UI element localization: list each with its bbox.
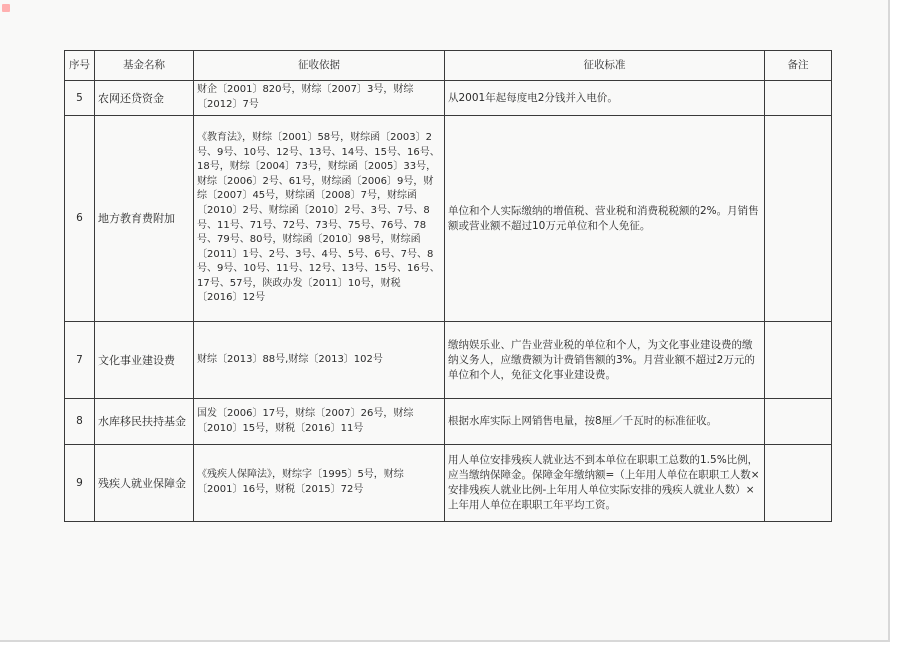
collection-basis: 财企〔2001〕820号，财综〔2007〕3号，财综〔2012〕7号 xyxy=(194,81,445,116)
collection-standard: 缴纳娱乐业、广告业营业税的单位和个人，为文化事业建设费的缴纳义务人，应缴费额为计费销售额的3%。月营业额不超过2万元的单位和个人，免征文化事业建设费。 xyxy=(445,322,765,399)
row-no: 6 xyxy=(65,116,95,322)
row-no: 5 xyxy=(65,81,95,116)
header-remark: 备注 xyxy=(765,51,832,81)
header-collection-standard: 征收标准 xyxy=(445,51,765,81)
collection-basis: 财综〔2013〕88号,财综〔2013〕102号 xyxy=(194,322,445,399)
collection-standard: 从2001年起每度电2分钱并入电价。 xyxy=(445,81,765,116)
header-collection-basis: 征收依据 xyxy=(194,51,445,81)
scan-registration-mark xyxy=(2,4,10,12)
remark xyxy=(765,116,832,322)
remark xyxy=(765,445,832,522)
fund-name: 残疾人就业保障金 xyxy=(95,445,194,522)
collection-basis: 《教育法》，财综〔2001〕58号，财综函〔2003〕2号、9号、10号、12号、13号、14号、15号、16号、18号，财综〔2004〕73号，财综函〔2005〕33号，财综〔2006〕2号、61号，财综函〔2006〕9号，财综〔2007〕45号，财综函〔2008〕7号，财综函〔2010〕2号、财综函〔2010〕2号、3号、7号、8号、11号、71号、72号、73号、75号、76号、78号、79号、80号，财综函〔2010〕98号，财综函〔2011〕1号、2号、3号、4号、5号、6号、7号、8号、9号、10号、11号、12号、13号、15号、16号、17号、57号，陕政办发〔2011〕10号，财税〔2016〕12号 xyxy=(194,116,445,322)
table-row xyxy=(65,116,832,322)
table-row xyxy=(65,322,832,399)
table-row xyxy=(65,81,832,116)
fund-collection-table xyxy=(64,50,832,522)
fund-name: 农网还贷资金 xyxy=(95,81,194,116)
collection-standard: 用人单位安排残疾人就业达不到本单位在职职工总数的1.5%比例，应当缴纳保障金。保障金年缴纳额=（上年用人单位在职职工人数×安排残疾人就业比例-上年用人单位实际安排的残疾人就业人数）×上年用人单位在职职工年平均工资。 xyxy=(445,445,765,522)
fund-name: 文化事业建设费 xyxy=(95,322,194,399)
collection-basis: 《残疾人保障法》，财综字〔1995〕5号，财综〔2001〕16号，财税〔2015〕72号 xyxy=(194,445,445,522)
header-fund-name: 基金名称 xyxy=(95,51,194,81)
remark xyxy=(765,399,832,445)
remark xyxy=(765,81,832,116)
table-row xyxy=(65,445,832,522)
row-no: 9 xyxy=(65,445,95,522)
collection-basis: 国发〔2006〕17号，财综〔2007〕26号，财综〔2010〕15号，财税〔2016〕11号 xyxy=(194,399,445,445)
fund-name: 水库移民扶持基金 xyxy=(95,399,194,445)
remark xyxy=(765,322,832,399)
collection-standard: 根据水库实际上网销售电量，按8厘／千瓦时的标准征收。 xyxy=(445,399,765,445)
row-no: 7 xyxy=(65,322,95,399)
fund-name: 地方教育费附加 xyxy=(95,116,194,322)
table-row xyxy=(65,399,832,445)
header-no: 序号 xyxy=(65,51,95,81)
row-no: 8 xyxy=(65,399,95,445)
collection-standard: 单位和个人实际缴纳的增值税、营业税和消费税税额的2%。月销售额或营业额不超过10万元单位和个人免征。 xyxy=(445,116,765,322)
table-header-row xyxy=(65,51,832,81)
